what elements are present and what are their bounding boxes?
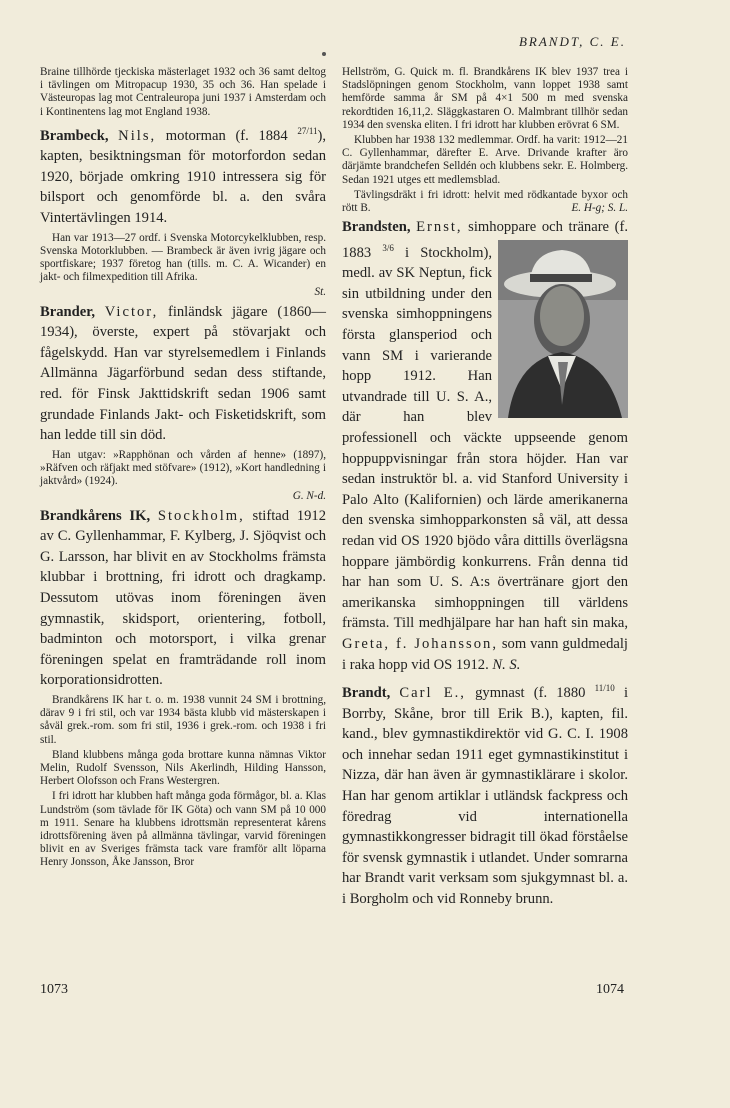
given-name: Ernst, — [416, 219, 463, 236]
brandkarens-dress: Tävlingsdräkt i fri idrott: helvit med rödkantade byxor och rött B. E. H-g; S. L. — [342, 188, 628, 215]
brandkarens-continuation: Hellström, G. Quick m. fl. Brandkårens IK blev 1937 trea i Stadslöpningen genom Stockholm, vann loppet 1938 samt hemförde samma år SM på 4×1 500 m med svenska rekordtiden 16,11,2. Släggkastaren O. Malmbrant tillhör sedan 1934 den svenska eliten. I fri idrott har klubben erövrat 6 SM. — [342, 66, 628, 131]
entry-brambeck-details: Han var 1913—27 ordf. i Svenska Motorcykelklubben, resp. Svenska Motorklubben. — Brambeck är även ivrig jägare och sportfiskare; 1937 företog han (tills. m. C. A. Wicander) en jakt- och filmexpedition till Afrika. — [40, 231, 326, 284]
birth-date-fraction: 11/10 — [594, 683, 615, 694]
entry-brambeck: Brambeck, Nils, motorman (f. 1884 $^{27/11}$), kapten, besiktningsman för motorfordon sedan 1920, började omkring 1910 intressera sig för bilsport och genomförde bl. a. den svåra Vintertävlingen 1914. — [40, 125, 326, 227]
place-name: Stockholm, — [157, 507, 245, 524]
ornament-dot — [322, 52, 326, 56]
page-number-left: 1073 — [40, 982, 68, 997]
page-number-right: 1074 — [596, 982, 624, 997]
signature: N. S. — [492, 656, 521, 673]
braine-continuation: Braine tillhörde tjeckiska mästerlaget 1932 och 36 samt deltog i tävlingen om Mitropacup 1930, 35 och 36. Han spelade i Västeuropas lag mot Centraleuropa juni 1937 i Amsterdam och i Kontinentens lag mot England 1938. — [40, 66, 326, 118]
headword: Brambeck, — [40, 127, 109, 144]
brandkarens-details-2: Bland klubbens många goda brottare kunna nämnas Viktor Melin, Rudolf Svensson, Nils Akerlindh, Hilding Hansson, Herbert Olofsson och Frans Westergren. — [40, 748, 326, 788]
given-name: Nils, — [118, 127, 157, 144]
signature: St. — [314, 286, 326, 299]
headword: Brandkårens IK, — [40, 507, 151, 524]
birth-date-fraction: 27/11 — [297, 125, 318, 136]
entry-brandsten: Brandsten, Ernst, simhoppare och tränare (f. 1883 $^{3/6}$ i Stockholm), medl. av SK Neptun, fick sin utbildning under den svenska simhoppningens första glansperiod och vann SM i varierande hopp 1912. Han utvandrade till U. S. A., där han blev professionell och väckte uppseende genom hoppuppvisningar från stora höjder. Han var sedan instruktör bl. a. vid Stanford University i Palo Alto (Kalifornien) och lärde amerikanerna den svenska simhopparkonsten så väl, att dessa redan vid OS 1920 bjödo våra dittills överlägsna hoppare jämbördig konkurrens. Från denna tid har han som U. S. A:s övertränare gjort den amerikanska simhoppningen till världens främsta. Till medhjälpare har han haft sin maka, Greta, f. Johansson, som vann guldmedalj i raka hopp vid OS 1912. N. S. — [342, 219, 628, 673]
given-name: Victor, — [104, 303, 159, 320]
headword: Brandsten, — [342, 219, 411, 236]
signature: E. H-g; S. L. — [571, 202, 628, 215]
entry-brandt: Brandt, Carl E., gymnast (f. 1880 $^{11/10}$ i Borrby, Skåne, bror till Erik B.), kapten, fil. kand., blev gymnastikdirektör vid G. C. I. 1908 och innehar sedan 1911 eget gymnastikinstitut i Nizza, där han även är gymnastiklärare i skolor. Han har genom artiklar i utländsk fackpress och föredrag vid internationella gymnastikkongresser bidragit till ökad förståelse för svensk gymnastik i utlandet. Under somrarna har Brandt varit verksam som sjukgymnast bl. a. i Borgholm och vid Ronneby brunn. — [342, 683, 628, 907]
brandkarens-details-3: I fri idrott har klubben haft många goda förmågor, bl. a. Klas Lundström (som tävlade för IK Göta) och vann SM på 10 000 m 1911. Senare ha klubbens idrottsmän representerat kårens idrottsförening även på allmänna tävlingar, varvid föreningen blivit en av Sveriges främsta tack vare framför allt löparna Henry Jonsson, Åke Jansson, Bror — [40, 790, 326, 869]
headword: Brandt, — [342, 685, 391, 702]
entry-brander: Brander, Victor, finländsk jägare (1860—1934), överste, expert på stövarjakt och fågelskydd. Han var styrelsemedlem i Finlands Allmänna Jägarförbund sedan dess stiftande, red. för Finsk Jakttidskrift sedan 1906 samt grundade Finlands Jakt- och Fisketidskrift, som han ledde till sin död. — [40, 303, 327, 444]
wife-name: Greta, f. Johansson, — [342, 635, 498, 652]
birth-date-fraction: 3/6 — [382, 242, 394, 253]
running-head: BRANDT, C. E. — [518, 34, 626, 49]
entry-brander-details: Han utgav: »Rapphönan och vården af henne» (1897), »Räfven och räfjakt med stöfvare» (1912), »Kort handledning i jaktvård» (1924). — [40, 448, 326, 488]
entry-brandkarens-ik: Brandkårens IK, Stockholm, stiftad 1912 av C. Gyllenhammar, F. Kylberg, J. Sjöqvist och G. Larsson, har blivit en av Stockholms främsta klubbar i brottning, fri idrott och dragkamp. Dessutom utövas inom föreningen även gymnastik, skidsport, orientering, fotboll, badminton och motorsport, i vilka grenar föreningen spelat en framträdande roll inom korporationsidrotten. — [40, 507, 327, 689]
given-name: Carl E., — [399, 685, 466, 702]
brandkarens-details-1: Brandkårens IK har t. o. m. 1938 vunnit 24 SM i brottning, därav 9 i fri stil, och var 1934 bästa klubb vid mästerskapen i såväl grek.-rom. som fri stil, 1936 i grek.-rom. och 1938 i fri stil. — [40, 693, 326, 746]
left-column — [40, 66, 326, 872]
brandkarens-members: Klubben har 1938 132 medlemmar. Ordf. ha varit: 1912—21 C. Gyllenhammar, därefter E. Arve. Drivande krafter äro därjämte brandchefen Selldén och klubbens sekr. E. Holmberg. Sedan 1921 utges ett medlemsblad. — [342, 134, 628, 186]
portrait-photo — [498, 240, 628, 418]
portrait-image — [498, 240, 628, 418]
signature: G. N-d. — [292, 490, 326, 503]
right-column — [342, 66, 628, 913]
headword: Brander, — [40, 303, 96, 320]
